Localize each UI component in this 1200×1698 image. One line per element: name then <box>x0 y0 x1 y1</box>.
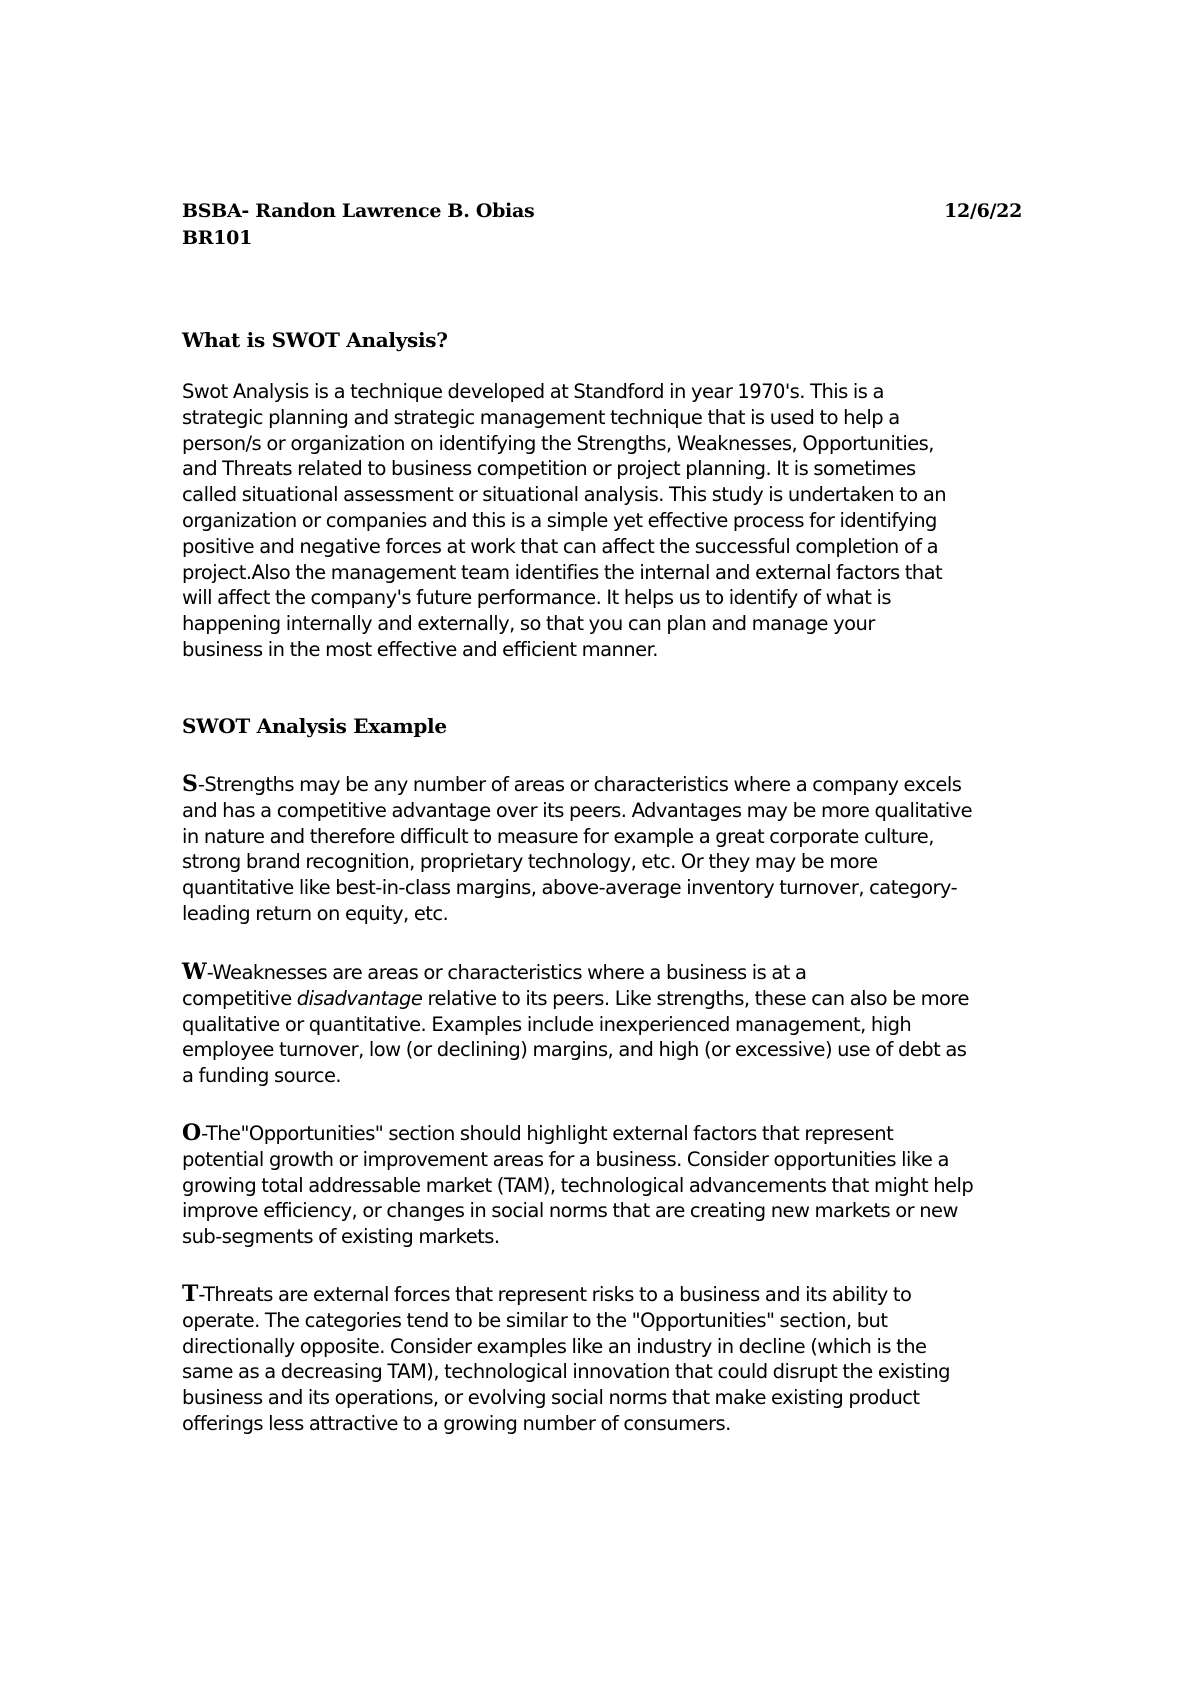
strengths-first-line: -Strengths may be any number of areas or characteristics where a company excels <box>197 773 962 796</box>
paragraph-line: in nature and therefore difficult to measure for example a great corporate culture, <box>182 824 934 848</box>
document-date: 12/6/22 <box>944 200 1022 222</box>
paragraph-line: Swot Analysis is a technique developed at Standford in year 1970's. This is a <box>182 380 884 403</box>
heading-what-is-swot: What is SWOT Analysis? <box>182 328 448 352</box>
paragraph-line: and Threats related to business competition or project planning. It is sometimes <box>182 457 916 481</box>
paragraph-line <box>182 772 1032 798</box>
paragraph-line: a funding source. <box>182 1064 342 1088</box>
paragraph-line <box>182 1121 1032 1147</box>
paragraph-line <box>182 986 1032 1012</box>
paragraph-line: and has a competitive advantage over its peers. Advantages may be more qualitative <box>182 798 973 822</box>
weaknesses-paragraph <box>182 960 1032 1089</box>
paragraph-line: improve efficiency, or changes in social norms that are creating new markets or new <box>182 1199 958 1223</box>
paragraph-line: employee turnover, low (or declining) margins, and high (or excessive) use of debt as <box>182 1038 967 1062</box>
swot-letter-t: T <box>182 1281 199 1307</box>
heading-swot-example: SWOT Analysis Example <box>182 714 447 738</box>
paragraph-line: strong brand recognition, proprietary technology, etc. Or they may be more <box>182 850 878 874</box>
intro-paragraph <box>182 379 1032 663</box>
course-code: BR101 <box>182 227 253 249</box>
paragraph-line: same as a decreasing TAM), technological innovation that could disrupt the existing <box>182 1360 950 1384</box>
strengths-paragraph <box>182 772 1032 927</box>
paragraph-line: called situational assessment or situational analysis. This study is undertaken to an <box>182 483 947 507</box>
paragraph-line: operate. The categories tend to be similar to the "Opportunities" section, but <box>182 1308 888 1332</box>
paragraph-line: offerings less attractive to a growing number of consumers. <box>182 1411 731 1435</box>
paragraph-line: positive and negative forces at work that can affect the successful completion of a <box>182 534 939 558</box>
paragraph-line <box>182 1282 1032 1308</box>
italic-disadvantage: disadvantage <box>296 986 423 1010</box>
paragraph-line: project.Also the management team identifies the internal and external factors that <box>182 560 943 584</box>
threats-paragraph <box>182 1282 1032 1437</box>
weaknesses-line2-end: relative to its peers. Like strengths, these can also be more <box>422 986 969 1010</box>
weaknesses-first-line: -Weaknesses are areas or characteristics where a business is at a <box>206 961 807 984</box>
document-header <box>182 200 1022 226</box>
paragraph-line: leading return on equity, etc. <box>182 901 449 925</box>
paragraph-line: business and its operations, or evolving social norms that make existing product <box>182 1386 920 1410</box>
paragraph-line: business in the most effective and efficient manner. <box>182 637 658 661</box>
swot-letter-o: O <box>182 1120 202 1146</box>
paragraph-line <box>182 960 1032 986</box>
paragraph-line: quantitative like best-in-class margins, above-average inventory turnover, category- <box>182 876 958 900</box>
paragraph-line: growing total addressable market (TAM), technological advancements that might help <box>182 1173 974 1197</box>
paragraph-line: happening internally and externally, so that you can plan and manage your <box>182 612 875 636</box>
swot-letter-w: W <box>182 959 207 985</box>
paragraph-line: person/s or organization on identifying the Strengths, Weaknesses, Opportunities, <box>182 431 934 455</box>
swot-letter-s: S <box>182 771 198 797</box>
opportunities-first-line: -The"Opportunities" section should highlight external factors that represent <box>201 1122 894 1145</box>
author-name: BSBA- Randon Lawrence B. Obias <box>182 200 535 222</box>
threats-first-line: -Threats are external forces that represent risks to a business and its ability to <box>198 1283 912 1306</box>
weaknesses-line2-start: competitive <box>182 986 297 1010</box>
paragraph-line: organization or companies and this is a simple yet effective process for identifying <box>182 508 937 532</box>
paragraph-line: qualitative or quantitative. Examples include inexperienced management, high <box>182 1012 912 1036</box>
paragraph-line: strategic planning and strategic management technique that is used to help a <box>182 405 900 429</box>
paragraph-line: potential growth or improvement areas for a business. Consider opportunities like a <box>182 1147 949 1171</box>
paragraph-line: sub-segments of existing markets. <box>182 1225 500 1249</box>
opportunities-paragraph <box>182 1121 1032 1250</box>
paragraph-line: will affect the company's future performance. It helps us to identify of what is <box>182 586 891 610</box>
paragraph-line: directionally opposite. Consider examples like an industry in decline (which is the <box>182 1334 927 1358</box>
